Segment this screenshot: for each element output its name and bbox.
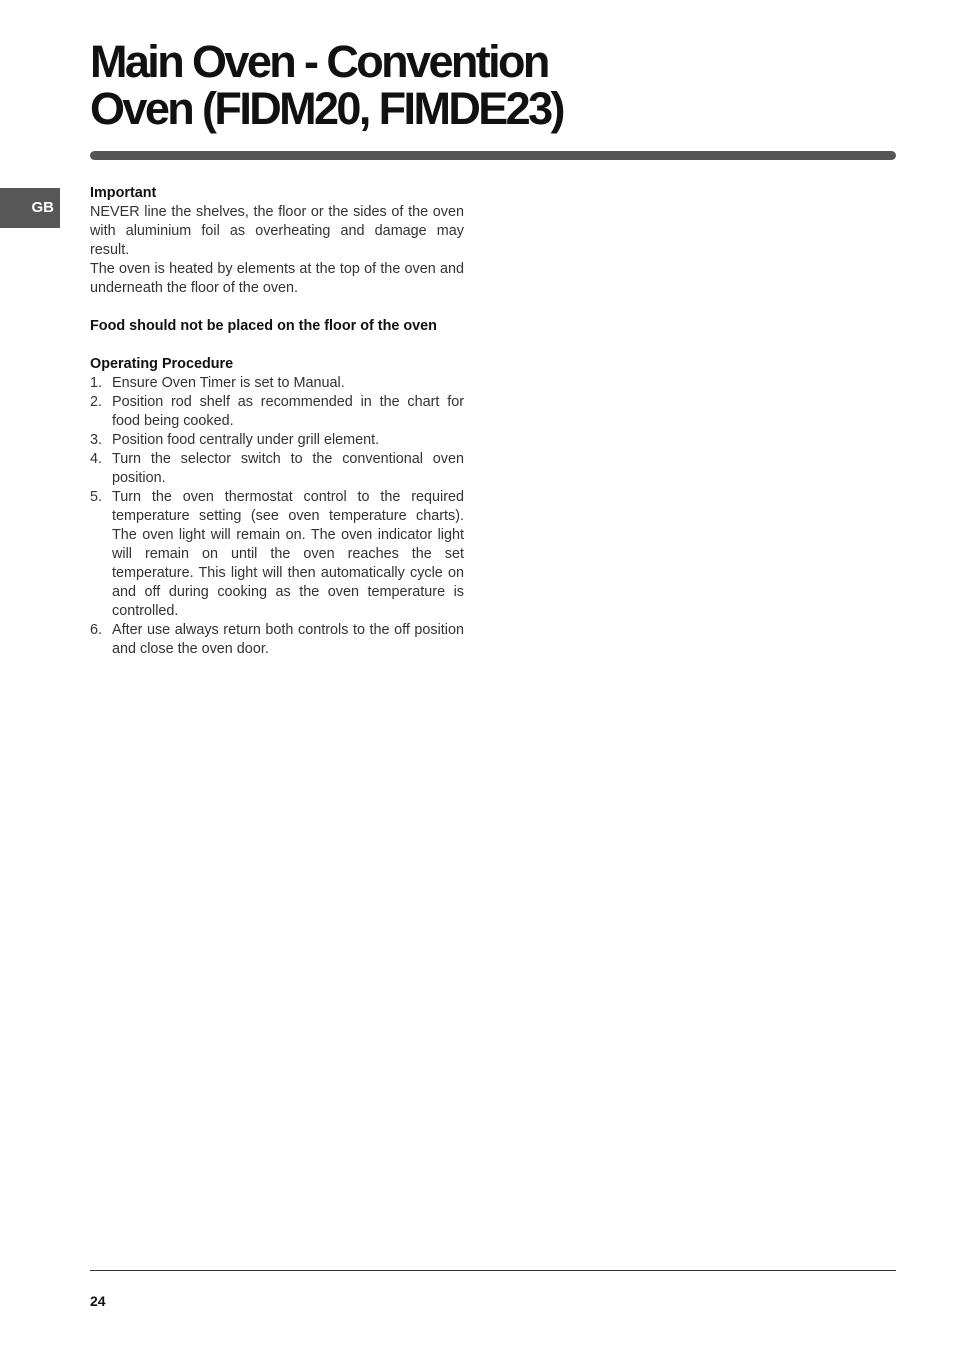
main-content — [90, 184, 464, 659]
floor-warning: Food should not be placed on the floor of the oven — [90, 318, 437, 334]
step-text: Ensure Oven Timer is set to Manual. — [112, 375, 345, 391]
procedure-step — [90, 393, 464, 431]
procedure-step — [90, 621, 464, 659]
procedure-step — [90, 431, 464, 450]
step-text: Turn the selector switch to the conventional oven position. — [112, 451, 464, 486]
step-number: 5. — [90, 489, 103, 505]
footer-divider — [90, 1270, 896, 1271]
spacer — [90, 336, 464, 355]
important-heading: Important — [90, 185, 157, 201]
step-text: After use always return both controls to the off position and close the oven door. — [112, 622, 464, 657]
procedure-step — [90, 450, 464, 488]
step-number: 3. — [90, 432, 103, 448]
procedure-steps — [90, 374, 464, 659]
procedure-step — [90, 374, 464, 393]
important-paragraph-2: The oven is heated by elements at the top of the oven and underneath the floor of the oven. — [90, 261, 464, 296]
step-number: 4. — [90, 451, 103, 467]
page-title-line-1: Main Oven - Convention — [90, 36, 548, 87]
step-text: Position food centrally under grill element. — [112, 432, 380, 448]
title-divider — [90, 151, 896, 160]
step-text: Turn the oven thermostat control to the required temperature setting (see oven temperature charts). The oven light will remain on. The oven indicator light will remain on until the oven reaches the set temperature. This light will then automatically cycle on and off during cooking as the oven temperature is controlled. — [112, 489, 464, 619]
step-number: 6. — [90, 622, 103, 638]
important-paragraph-1: NEVER line the shelves, the floor or the sides of the oven with aluminium foil as overheating and damage may result. — [90, 204, 464, 258]
page-title-line-2: Oven (FIDM20, FIMDE23) — [90, 83, 563, 134]
procedure-heading: Operating Procedure — [90, 356, 234, 372]
page-title — [90, 38, 563, 132]
procedure-step — [90, 488, 464, 621]
step-number: 2. — [90, 394, 103, 410]
spacer — [90, 298, 464, 317]
step-text: Position rod shelf as recommended in the chart for food being cooked. — [112, 394, 464, 429]
language-tab: GB — [0, 188, 60, 228]
step-number: 1. — [90, 375, 103, 391]
page-number: 24 — [90, 1293, 106, 1309]
